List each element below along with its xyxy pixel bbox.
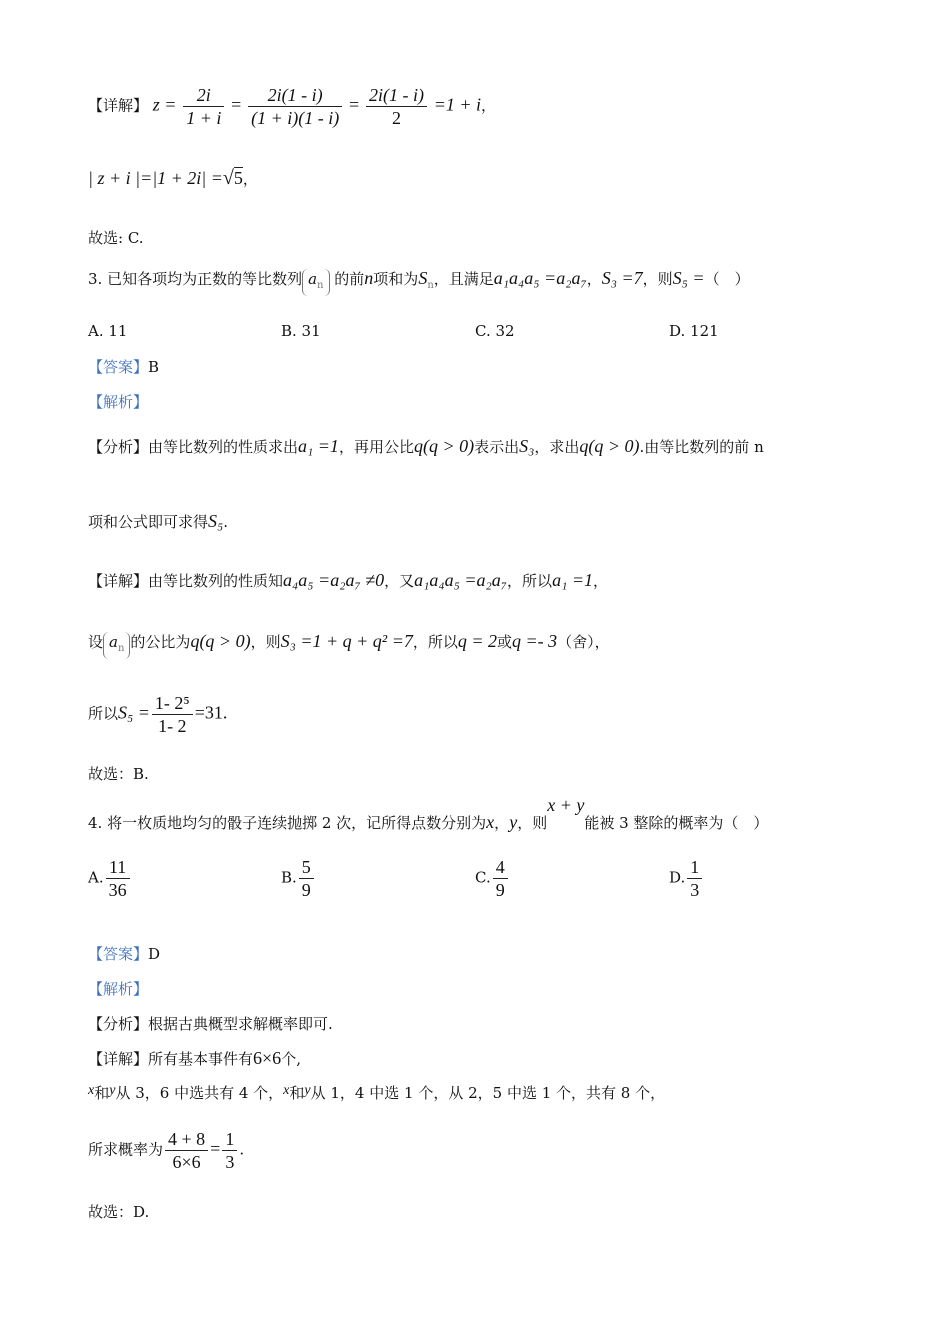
q4-option-c: C. $\frac{4}{9}$: [475, 856, 510, 901]
q3-detail-1: 【详解】由等比数列的性质知a₄a₅ =a₂a₇ ≠0，又a₁a₄a₅ =a₂a₇，所以a₁ =1，: [88, 570, 608, 590]
fraction: $\frac{2i(1 - i)}{2}$: [366, 84, 427, 129]
q4-option-b: B. $\frac{5}{9}$: [281, 856, 316, 901]
q4-detail-1: 【详解】所有基本事件有6×6个,: [88, 1048, 301, 1068]
q4-choice: 故选：D.: [88, 1203, 150, 1221]
q3-jiexi: 【解析】: [88, 393, 149, 411]
q3-option-b: B. 31: [281, 322, 321, 340]
q4-stem: 4. 将一枚质地均匀的骰子连续抛掷 2 次，记所得点数分别为x，y，则x + y能被 3 整除的概率为（ ）: [88, 795, 769, 832]
fraction: $\frac{1}{3}$: [687, 856, 702, 901]
q3-stem: 3. 已知各项均为正数的等比数列 $a_n$ 的前n项和为$S_n$，且满足a₁a₄a₅ =a₂a₇，S₃ =7，则S₅ =（ ）: [88, 268, 750, 296]
q4-option-d: D. $\frac{1}{3}$: [669, 856, 704, 901]
fraction: $\frac{2i}{1 + i}$: [183, 84, 224, 129]
q4-detail-2: x和y从 3，6 中选共有 4 个，x和y从 1，4 中选 1 个，从 2，5 中选 1 个，共有 8 个，: [88, 1083, 666, 1102]
fraction: $\frac{4}{9}$: [493, 856, 508, 901]
q4-answer: 【答案】D: [88, 945, 161, 963]
fraction: $\frac{4 + 8}{6\times 6}$: [165, 1128, 208, 1173]
q2-choice: 故选: C.: [88, 229, 144, 247]
fraction: $\frac{1}{3}$: [222, 1128, 237, 1173]
fraction: $\frac{5}{9}$: [299, 856, 314, 901]
q2-detail-line: 【详解】 z = $\frac{2i}{1 + i}$ = $\frac{2i(1 - i)}{(1 + i)(1 - i)}$ = $\frac{2i(1 - i)}{2}$ =1 + i，: [88, 85, 497, 128]
sequence-set: $a_n$: [103, 632, 130, 659]
q3-choice: 故选：B.: [88, 765, 149, 783]
q3-detail-3: 所以S₅ = $\frac{\text{1- 2⁵}}{1- 2}$ =31.: [88, 693, 228, 736]
q4-detail-3: 所求概率为 $\frac{4 + 8}{6\times 6}$ = $\frac{1}{3}$ .: [88, 1129, 245, 1172]
fraction: $\frac{2i(1 - i)}{(1 + i)(1 - i)}$: [248, 84, 342, 129]
q3-option-c: C. 32: [475, 322, 515, 340]
fraction: $\frac{\text{1- 2⁵}}{1- 2}$: [152, 692, 193, 737]
q3-analysis-cont: 项和公式即可求得S₅.: [88, 511, 229, 531]
q2-abs-line: | z + i |=|1 + 2i| =√5，: [88, 167, 258, 189]
sqrt-icon: √: [222, 167, 234, 189]
q3-option-d: D. 121: [669, 322, 719, 340]
q4-analysis: 【分析】根据古典概型求解概率即可.: [88, 1015, 333, 1033]
q4-option-a: A. $\frac{11}{36}$: [88, 856, 132, 901]
detail-label: 【详解】: [88, 96, 149, 115]
sequence-set: $a_n$: [302, 269, 329, 296]
q3-analysis: 【分析】由等比数列的性质求出a₁ =1，再用公比q(q > 0)表示出S₃，求出q(q > 0).由等比数列的前 n: [88, 436, 764, 456]
q3-detail-2: 设 $a_n$ 的公比为q(q > 0)，则S₃ =1 + q + q² =7，所以q = 2或q =- 3（舍），: [88, 631, 610, 659]
q3-option-a: A. 11: [88, 322, 128, 340]
q4-jiexi: 【解析】: [88, 980, 149, 998]
q3-answer: 【答案】B: [88, 358, 160, 376]
fraction: $\frac{11}{36}$: [106, 856, 130, 901]
